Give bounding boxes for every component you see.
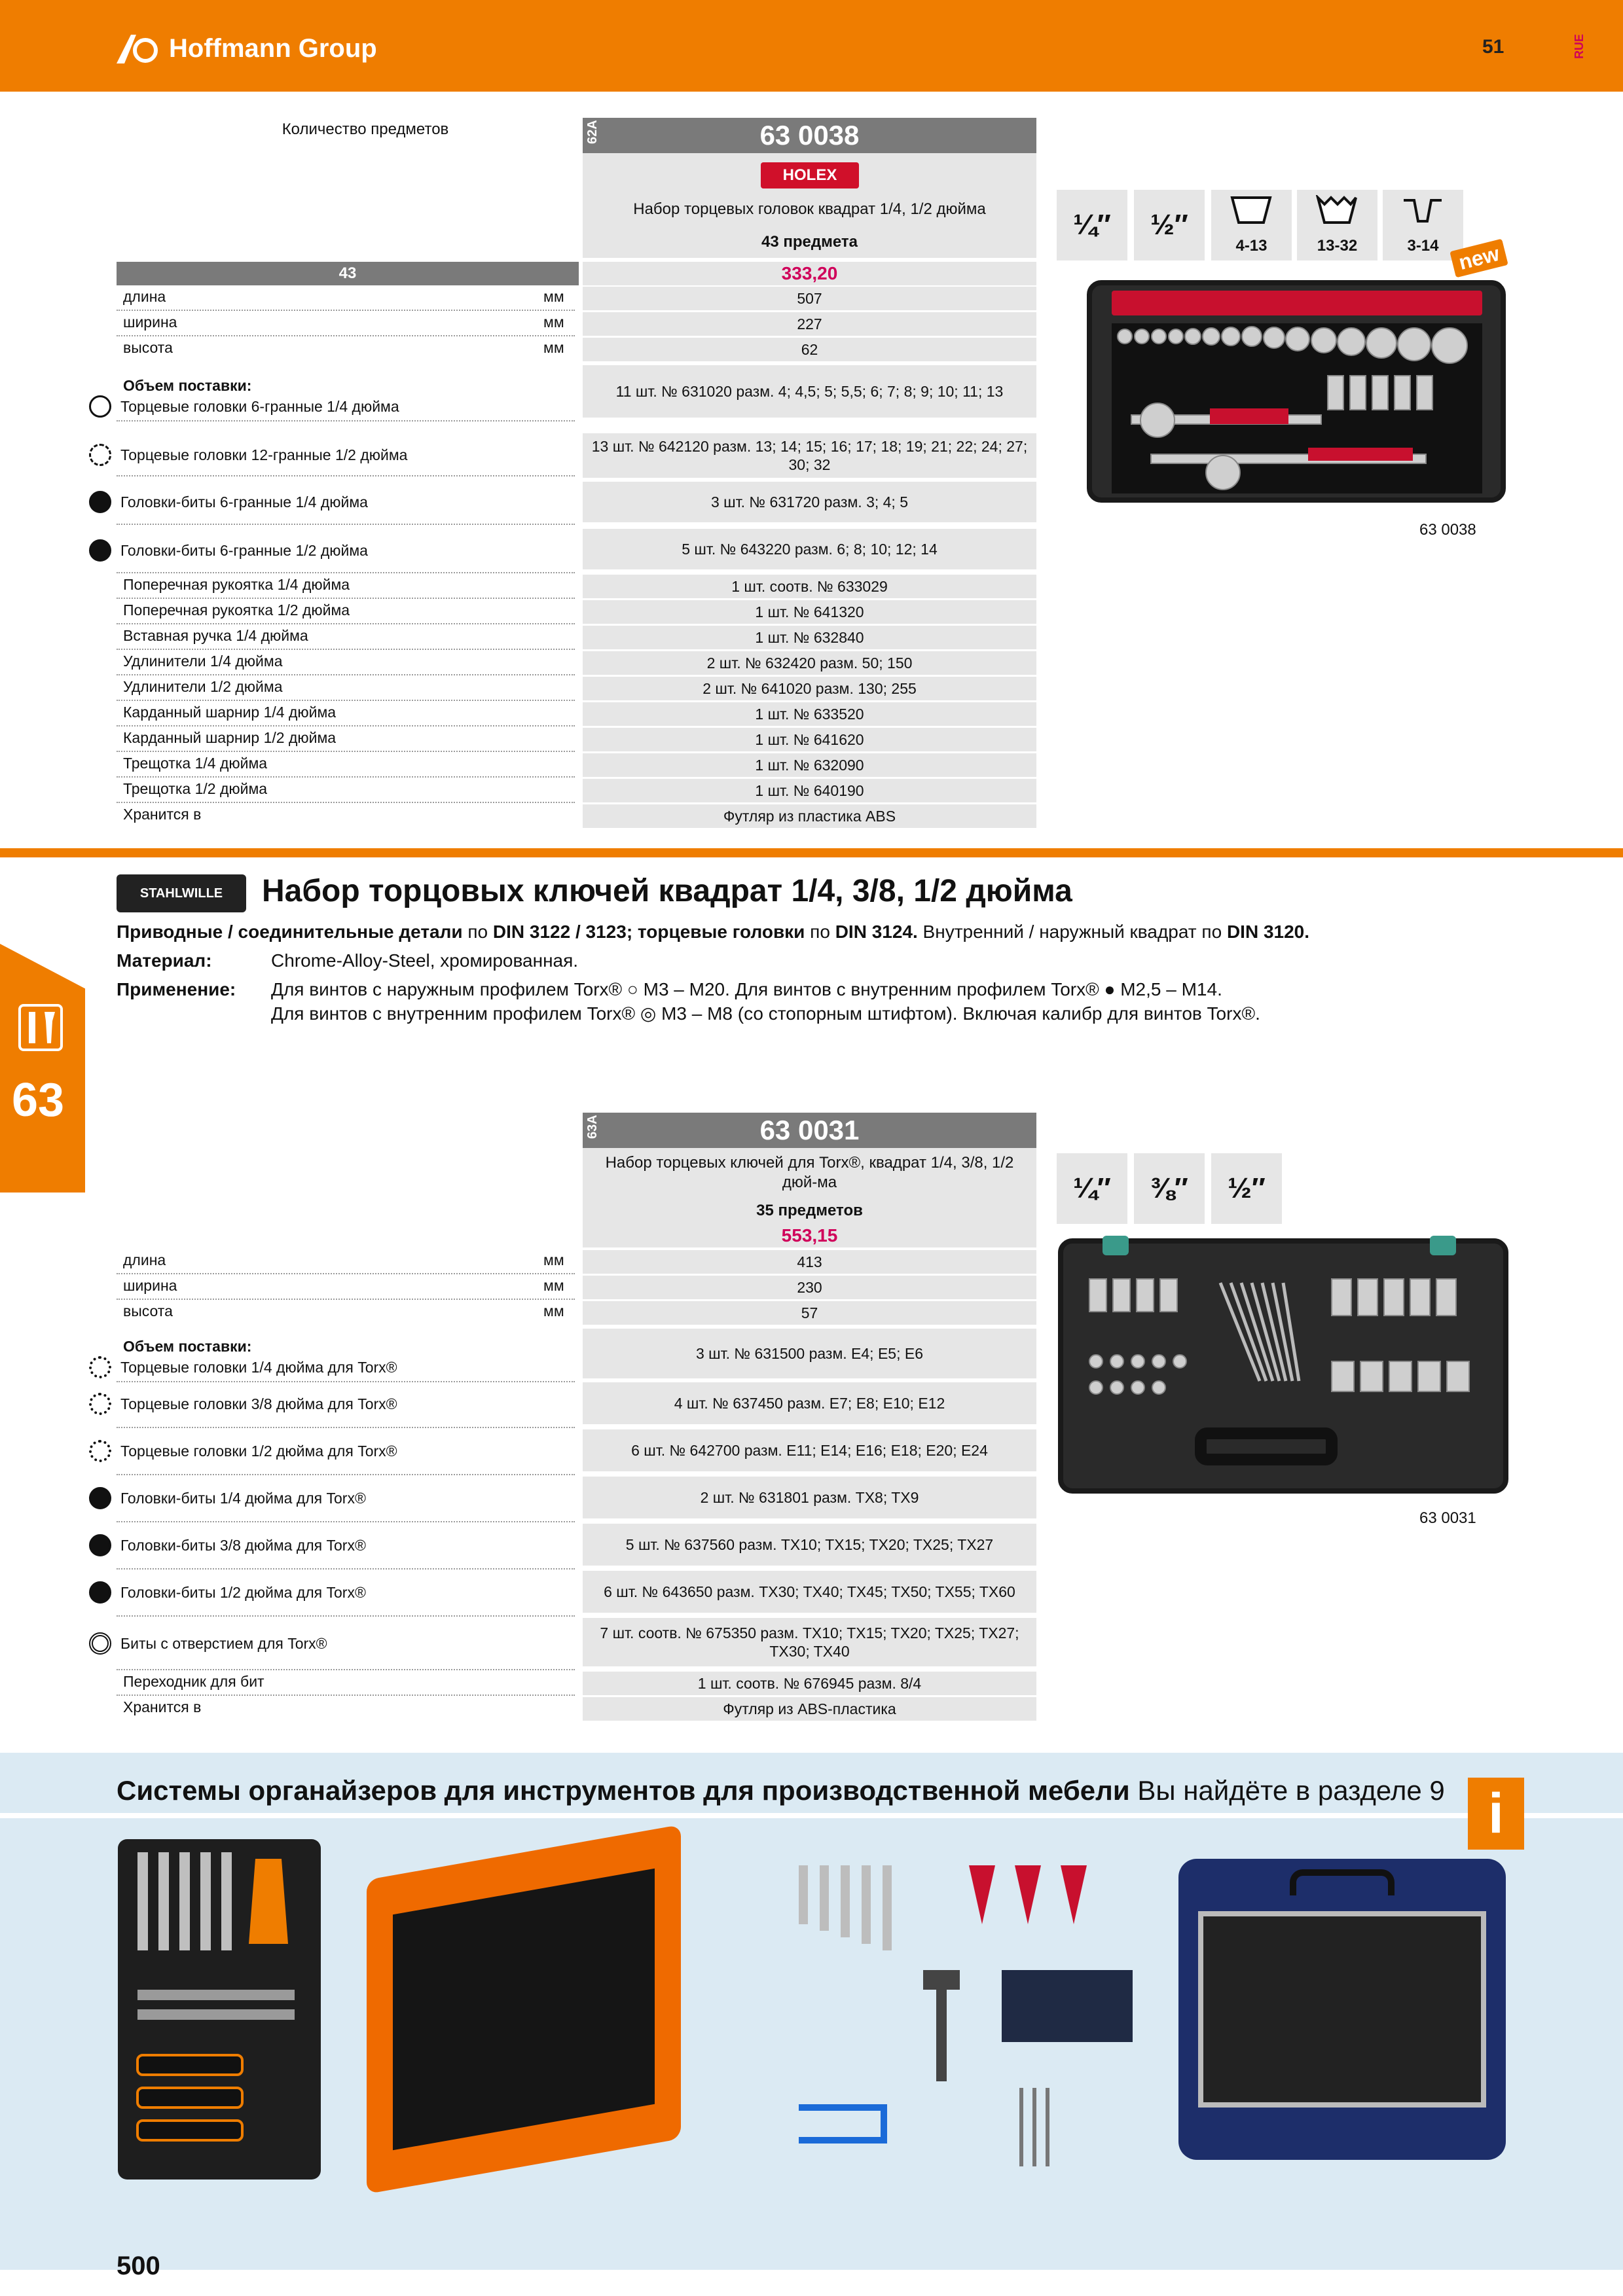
image-caption-630031: 63 0031	[1419, 1509, 1476, 1527]
spec-hex-range-label: 4-13	[1235, 237, 1267, 255]
dim-unit-length: мм	[543, 1251, 564, 1268]
case-latch-right	[1430, 1236, 1456, 1255]
scope-label-5-wrap	[89, 1581, 366, 1604]
dim-unit-width: мм	[543, 1277, 564, 1294]
hex-bit-profile-icon	[1401, 195, 1444, 225]
row-divider	[117, 475, 575, 476]
dim-label-length: длина	[123, 288, 166, 305]
holex-logo: HOLEX	[761, 162, 859, 188]
material-value: Chrome-Alloy-Steel, хромированная.	[271, 950, 579, 971]
scope-label-3-wrap	[89, 539, 368, 562]
tool-roll-image	[118, 1839, 321, 2179]
product-head-cell	[583, 153, 1036, 258]
row-divider	[117, 1615, 575, 1617]
product-head-cell	[583, 1148, 1036, 1224]
scope-label-0: Торцевые головки 1/4 дюйма для Torx®	[120, 1358, 397, 1376]
section-divider	[0, 848, 1623, 857]
dim-value-length: 507	[583, 287, 1036, 310]
row-divider	[117, 310, 575, 311]
hoffmann-logo-icon	[117, 35, 162, 63]
spec-bit-range-label: 3-14	[1407, 237, 1439, 255]
row-divider	[117, 524, 575, 525]
scope-value-4: 5 шт. № 637560 разм. TX10; TX15; TX20; TX25; TX27	[583, 1524, 1036, 1566]
scope-label-5: Головки-биты 1/2 дюйма для Torx®	[120, 1583, 366, 1601]
scope-value-6: 7 шт. соотв. № 675350 разм. TX10; TX15; TX20; TX25; TX27; TX30; TX40	[583, 1618, 1036, 1666]
scope-label-3: Головки-биты 6-гранные 1/2 дюйма	[120, 541, 368, 559]
item-label-7: Переходник для бит	[123, 1673, 264, 1690]
tool-case-handle	[1290, 1869, 1395, 1895]
scope-label-2-wrap	[89, 1440, 397, 1462]
item-value-6: 1 шт. № 632840	[583, 626, 1036, 649]
item-value-8: 2 шт. № 641020 разм. 130; 255	[583, 677, 1036, 700]
torx-hole-bit-icon	[89, 1632, 111, 1655]
scope-value-0: 11 шт. № 631020 разм. 4; 4,5; 5; 5,5; 6; 7; 8; 9; 10; 11; 13	[583, 365, 1036, 418]
usage-line-2: Для винтов с внутренним профилем Torx® ◎ M3 – M8 (со стопорным штифтом). Включая калибр для винтов Torx®.	[271, 1003, 1260, 1024]
banner-heading	[117, 1775, 1445, 1806]
image-caption-630038: 63 0038	[1419, 521, 1476, 539]
dim-value-height: 62	[583, 338, 1036, 361]
spec-drive-three-eighths: ⅜″	[1134, 1153, 1205, 1224]
item-label-5: Поперечная рукоятка 1/2 дюйма	[123, 601, 350, 619]
item-value-8: Футляр из ABS-пластика	[583, 1697, 1036, 1721]
banner-heading-rest: Вы найдёте в разделе 9	[1129, 1775, 1445, 1806]
row-divider	[117, 700, 575, 701]
item-value-11: 1 шт. № 632090	[583, 753, 1036, 777]
new-badge: new	[1450, 239, 1508, 278]
double-hex-socket-icon	[89, 444, 111, 466]
std-part-g: DIN 3120.	[1226, 922, 1310, 942]
spec-drive-half: ½″	[1134, 190, 1205, 260]
std-part-f: Внутренний / наружный квадрат по	[917, 922, 1227, 942]
scope-value-3: 2 шт. № 631801 разм. TX8; TX9	[583, 1477, 1036, 1518]
scope-label-4: Головки-биты 3/8 дюйма для Torx®	[120, 1536, 366, 1554]
scope-title: Объем поставки:	[123, 377, 252, 394]
row-divider	[117, 1695, 575, 1696]
socket-set-illustration	[1112, 323, 1482, 493]
item-label-7: Удлинители 1/4 дюйма	[123, 653, 283, 670]
row-divider	[117, 420, 575, 422]
usage-label: Применение:	[117, 979, 236, 999]
product-name: Набор торцевых головок квадрат 1/4, 1/2 дюйма	[633, 200, 986, 218]
torx-socket-icon	[89, 1440, 111, 1462]
scope-label-1: Торцевые головки 12-гранные 1/2 дюйма	[120, 446, 408, 463]
language-code: RUE	[1573, 34, 1586, 60]
product-code: 63 0031	[759, 1115, 860, 1145]
hex-socket-profile-icon	[1230, 195, 1273, 225]
row-divider	[117, 1273, 575, 1274]
scope-label-6: Биты с отверстием для Torx®	[120, 1634, 327, 1652]
row-divider	[117, 598, 575, 599]
item-count: 35 предметов	[756, 1202, 863, 1219]
scope-title: Объем поставки:	[123, 1338, 252, 1355]
row-divider	[117, 1521, 575, 1522]
tool-set-illustration	[786, 1852, 1152, 2193]
banner-divider	[0, 1813, 1623, 1818]
row-divider	[117, 1474, 575, 1475]
spec-12pt-range-label: 13-32	[1317, 237, 1358, 255]
hex-socket-icon	[89, 395, 111, 418]
item-value-7: 1 шт. соотв. № 676945 разм. 8/4	[583, 1672, 1036, 1695]
case-foam-insert	[1112, 323, 1482, 493]
row-divider	[117, 725, 575, 726]
spec-drive-half: ½″	[1211, 1153, 1282, 1224]
tool-roll-illustration	[118, 1839, 321, 2179]
scope-label-6-wrap	[89, 1632, 327, 1655]
spec-hex-range	[1211, 190, 1292, 260]
torx-socket-icon	[89, 1356, 111, 1378]
scope-label-2: Головки-биты 6-гранные 1/4 дюйма	[120, 493, 368, 511]
row-divider	[117, 674, 575, 675]
chapter-number: 63	[12, 1074, 65, 1126]
tool-set-image	[786, 1852, 1152, 2193]
dim-unit-width: мм	[543, 314, 564, 331]
std-part-a: Приводные / соединительные детали	[117, 922, 463, 942]
torx-bit-icon	[89, 1534, 111, 1556]
variant-tag: 62A	[585, 120, 600, 144]
scope-value-3: 5 шт. № 643220 разм. 6; 8; 10; 12; 14	[583, 529, 1036, 569]
case-lid-strip	[1112, 291, 1482, 315]
scope-value-2: 6 шт. № 642700 разм. E11; E14; E16; E18; E20; E24	[583, 1429, 1036, 1471]
row-divider	[117, 335, 575, 336]
torx-bit-icon	[89, 1487, 111, 1509]
scope-label-2-wrap	[89, 491, 368, 513]
std-part-b: по	[462, 922, 493, 942]
row-divider	[117, 1568, 575, 1570]
torx-set-illustration	[1076, 1270, 1495, 1479]
std-part-c: DIN 3122 / 3123; торцевые головки	[492, 922, 805, 942]
item-label-13: Хранится в	[123, 806, 202, 823]
row-divider	[117, 1427, 575, 1428]
item-label-9: Карданный шарнир 1/4 дюйма	[123, 704, 337, 721]
dim-label-length: длина	[123, 1251, 166, 1268]
item-value-12: 1 шт. № 640190	[583, 779, 1036, 802]
item-value-13: Футляр из пластика ABS	[583, 804, 1036, 828]
row-divider	[117, 649, 575, 650]
scope-value-1: 4 шт. № 637450 разм. E7; E8; E10; E12	[583, 1382, 1036, 1424]
hex-bit-icon	[89, 491, 111, 513]
dim-value-width: 230	[583, 1276, 1036, 1299]
item-label-12: Трещотка 1/2 дюйма	[123, 780, 268, 797]
brand-logo	[117, 34, 377, 63]
hex-bit-icon	[89, 539, 111, 562]
scope-label-1-wrap	[89, 1393, 397, 1415]
dim-value-width: 227	[583, 312, 1036, 336]
count-row-label: 43	[117, 262, 579, 285]
dim-value-length: 413	[583, 1250, 1036, 1274]
column-header: Количество предметов	[282, 120, 449, 138]
lboxx-foam	[393, 1869, 655, 2151]
item-value-5: 1 шт. № 641320	[583, 600, 1036, 624]
scope-label-0: Торцевые головки 6-гранные 1/4 дюйма	[120, 397, 399, 415]
row-divider	[117, 776, 575, 778]
item-count: 43 предмета	[761, 233, 858, 251]
banner-heading-bold: Системы органайзеров для инструментов для производственной мебели	[117, 1775, 1130, 1806]
row-divider	[117, 572, 575, 573]
dim-label-width: ширина	[123, 1277, 177, 1294]
row-divider	[117, 623, 575, 624]
item-value-7: 2 шт. № 632420 разм. 50; 150	[583, 651, 1036, 675]
item-value-9: 1 шт. № 633520	[583, 702, 1036, 726]
variant-tag: 63A	[585, 1115, 600, 1139]
item-label-8: Удлинители 1/2 дюйма	[123, 678, 283, 695]
scope-label-2: Торцевые головки 1/2 дюйма для Torx®	[120, 1442, 397, 1460]
row-divider	[117, 1299, 575, 1300]
scope-label-0-wrap	[89, 1356, 397, 1378]
torx-bit-icon	[89, 1581, 111, 1604]
page-number-bottom: 500	[117, 2251, 160, 2280]
row-divider	[117, 751, 575, 752]
spec-12pt-range	[1297, 190, 1377, 260]
item-label-4: Поперечная рукоятка 1/4 дюйма	[123, 576, 350, 593]
stahlwille-logo: STAHLWILLE	[117, 874, 246, 912]
item-label-10: Карданный шарнир 1/2 дюйма	[123, 729, 337, 746]
dim-label-height: высота	[123, 1302, 173, 1319]
std-part-e: DIN 3124.	[835, 922, 918, 942]
tools-chapter-icon	[14, 1001, 67, 1054]
dim-unit-length: мм	[543, 288, 564, 305]
material-label: Материал:	[117, 950, 212, 971]
usage-line-1: Для винтов с наружным профилем Torx® ○ M3 – M20. Для винтов с внутренним профилем Torx® ● M2,5 – M14.	[271, 979, 1222, 999]
product-name: Набор торцевых ключей для Torx®, квадрат 1/4, 3/8, 1/2 дюй-ма	[605, 1154, 1014, 1191]
product-code-bar	[583, 1113, 1036, 1148]
dim-label-height: высота	[123, 339, 173, 356]
item-label-8: Хранится в	[123, 1698, 202, 1715]
price: 333,20	[583, 262, 1036, 285]
section2-title: Набор торцовых ключей квадрат 1/4, 3/8, 1/2 дюйма	[262, 874, 1072, 908]
scope-value-0: 3 шт. № 631500 разм. E4; E5; E6	[583, 1329, 1036, 1378]
item-label-6: Вставная ручка 1/4 дюйма	[123, 627, 308, 644]
chapter-side-tab	[0, 944, 85, 1193]
product-code-bar	[583, 118, 1036, 153]
info-icon[interactable]: i	[1468, 1778, 1524, 1850]
scope-value-1: 13 шт. № 642120 разм. 13; 14; 15; 16; 17; 18; 19; 21; 22; 24; 27; 30; 32	[583, 433, 1036, 478]
item-label-11: Трещотка 1/4 дюйма	[123, 755, 268, 772]
product-image-630031	[1058, 1238, 1508, 1494]
item-value-4: 1 шт. соотв. № 633029	[583, 575, 1036, 598]
spec-bit-range	[1383, 190, 1463, 260]
scope-label-3: Головки-биты 1/4 дюйма для Torx®	[120, 1489, 366, 1507]
scope-label-0-wrap	[89, 395, 399, 418]
section2-standards	[117, 922, 1309, 942]
std-part-d: по	[805, 922, 835, 942]
row-divider	[117, 1381, 575, 1382]
tool-case-image	[1178, 1859, 1506, 2160]
scope-label-1: Торцевые головки 3/8 дюйма для Torx®	[120, 1395, 397, 1412]
product-code: 63 0038	[759, 120, 860, 151]
scope-label-3-wrap	[89, 1487, 366, 1509]
row-divider	[117, 1669, 575, 1670]
tool-case-panel	[1198, 1911, 1486, 2108]
scope-label-4-wrap	[89, 1534, 366, 1556]
double-hex-profile-icon	[1315, 195, 1359, 225]
lboxx-case-image	[367, 1825, 681, 2195]
dim-value-height: 57	[583, 1301, 1036, 1325]
dim-label-width: ширина	[123, 314, 177, 331]
scope-label-1-wrap	[89, 444, 407, 466]
row-divider	[117, 802, 575, 803]
scope-value-2: 3 шт. № 631720 разм. 3; 4; 5	[583, 482, 1036, 522]
dim-unit-height: мм	[543, 1302, 564, 1319]
price: 553,15	[583, 1224, 1036, 1247]
page-number-top: 51	[1482, 36, 1504, 58]
dim-unit-height: мм	[543, 339, 564, 356]
case-latch-left	[1103, 1236, 1129, 1255]
brand-name: Hoffmann Group	[169, 34, 377, 63]
torx-socket-icon	[89, 1393, 111, 1415]
product-image-630038	[1087, 280, 1506, 503]
scope-value-5: 6 шт. № 643650 разм. TX30; TX40; TX45; TX50; TX55; TX60	[583, 1571, 1036, 1613]
item-value-10: 1 шт. № 641620	[583, 728, 1036, 751]
spec-drive-quarter: ¼″	[1057, 1153, 1127, 1224]
spec-drive-quarter: ¼″	[1057, 190, 1127, 260]
